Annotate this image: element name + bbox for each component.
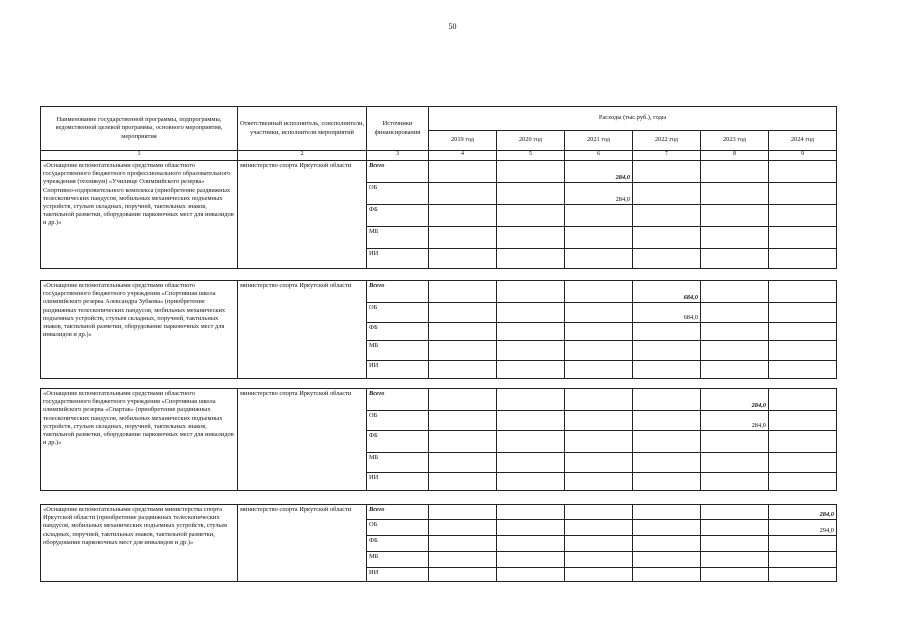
expense-cell [429,431,497,453]
expense-cell [701,227,769,249]
expense-cell [497,505,565,520]
expense-cell [701,323,769,341]
expense-cell [565,431,633,453]
expense-cell [633,389,701,411]
expense-cell [565,536,633,552]
header-responsible: Ответственный исполнитель, соисполнители, участники, исполнители мероприятий [238,107,367,151]
expense-cell [769,453,837,473]
expense-cell [701,473,769,491]
table-row [41,281,837,303]
expense-cell [497,249,565,269]
expense-cell [701,183,769,205]
expense-cell [701,552,769,568]
expense-cell [565,568,633,582]
expense-cell [497,520,565,536]
funding-source: МБ [367,341,429,361]
expense-cell [497,323,565,341]
expense-cell: 284,0 [701,411,769,431]
expense-cell [633,568,701,582]
expense-cell [633,411,701,431]
expense-cell [429,205,497,227]
expense-cell [429,323,497,341]
expense-cell [565,473,633,491]
expense-cell: 684,0 [633,303,701,323]
expense-cell [429,341,497,361]
expense-cell [769,323,837,341]
expense-cell [565,361,633,379]
measure-name: «Оснащение вспомогательными средствами областного государственного бюджетного учреждения «Спортивная школа олимпийского резерва «Спартак» (приобретение раздвижных телескопических пандусов, мобильных механических подъемных устройств, стульев складных, поручней, тактильных знаков, тактильной разметки, оборудование парковочных мест для инвалидов и др.)» [41,389,238,491]
funding-source: ИИ [367,249,429,269]
funding-source: ФБ [367,323,429,341]
expense-cell [769,473,837,491]
expense-cell [769,431,837,453]
expense-cell [633,473,701,491]
funding-source: ОБ [367,520,429,536]
expense-cell [701,568,769,582]
expense-cell [701,205,769,227]
expense-cell [429,361,497,379]
expense-cell [769,411,837,431]
funding-source: ИИ [367,568,429,582]
expense-cell [565,249,633,269]
expense-cell [497,361,565,379]
expense-cell [701,505,769,520]
expense-cell [429,389,497,411]
column-number: 9 [769,151,837,161]
expense-cell [429,303,497,323]
expense-cell [497,568,565,582]
expense-cell [497,473,565,491]
expense-cell: 684,0 [633,281,701,303]
expense-cell [769,161,837,183]
expense-cell [701,520,769,536]
expense-cell [565,389,633,411]
expense-cell [565,227,633,249]
column-number: 4 [429,151,497,161]
expense-cell [701,161,769,183]
expense-cell [769,227,837,249]
expense-cell [565,552,633,568]
expense-cell [701,431,769,453]
expense-cell [429,520,497,536]
header-year: 2023 год [701,131,769,151]
table-row [41,161,837,183]
expense-cell [769,183,837,205]
expense-cell [633,323,701,341]
expense-cell [497,303,565,323]
responsible-executor: министерство спорта Иркутской области [238,505,367,582]
expense-cell [497,205,565,227]
expense-cell [429,281,497,303]
expense-cell [497,161,565,183]
expense-cell [633,161,701,183]
expense-cell [633,552,701,568]
expenses-table [40,106,837,582]
expense-cell: 284,0 [769,505,837,520]
expense-cell [769,568,837,582]
expense-cell [497,536,565,552]
measure-name: «Оснащение вспомогательными средствами областного государственного бюджетного профессионального образовательного учреждения (техникум) «Училище Олимпийского резерва» Спортивно-оздоровительного комплекса (приобретение раздвижных телескопических пандусов, мобильных механических подъемных устройств, стульев складных, поручней, тактильных знаков, тактильной разметки, оборудование парковочных мест для инвалидов и др.)» [41,161,238,269]
expense-cell [429,411,497,431]
column-number: 7 [633,151,701,161]
expense-cell [429,161,497,183]
expense-cell [701,249,769,269]
expense-cell [565,341,633,361]
funding-source: МБ [367,453,429,473]
expense-cell [701,361,769,379]
expense-cell [769,389,837,411]
expense-cell [565,453,633,473]
expense-cell [769,281,837,303]
funding-source: ОБ [367,183,429,205]
expense-cell [565,281,633,303]
spacer-row [41,491,837,505]
expense-cell [429,183,497,205]
expense-cell [633,183,701,205]
table-row [41,505,837,520]
expense-cell [497,552,565,568]
column-number: 3 [367,151,429,161]
expense-cell [497,389,565,411]
funding-source: Всего [367,505,429,520]
header-year: 2024 год [769,131,837,151]
spacer-cell [41,491,837,505]
expense-cell [769,552,837,568]
funding-source: ИИ [367,361,429,379]
expense-cell [701,303,769,323]
funding-source: ИИ [367,473,429,491]
expense-cell: 294,0 [769,520,837,536]
expense-cell [633,341,701,361]
expense-cell [429,453,497,473]
header-year: 2021 год [565,131,633,151]
expense-cell [633,361,701,379]
funding-source: ФБ [367,431,429,453]
funding-source: МБ [367,227,429,249]
header-year: 2019 год [429,131,497,151]
responsible-executor: министерство спорта Иркутской области [238,389,367,491]
funding-source: ОБ [367,411,429,431]
expense-cell [565,323,633,341]
expense-cell [497,453,565,473]
expense-cell [565,205,633,227]
table-row [41,389,837,411]
expense-cell [429,249,497,269]
measure-name: «Оснащение вспомогательными средствами министерства спорта Иркутской области (приобретение раздвижных телескопических пандусов, мобильных механических подъемных устройств, стульев складных, поручней, тактильных знаков, тактильной разметки, оборудование парковочных мест для инвалидов и др.)» [41,505,238,582]
expense-cell [497,183,565,205]
expense-cell [633,249,701,269]
expense-cell [633,505,701,520]
expense-cell [633,453,701,473]
expense-cell: 284,0 [565,183,633,205]
column-number: 5 [497,151,565,161]
spacer-row [41,269,837,281]
expense-cell [769,303,837,323]
expense-cell [565,303,633,323]
expense-cell: 284,0 [565,161,633,183]
funding-source: ФБ [367,536,429,552]
page-number: 50 [448,22,457,31]
spacer-row [41,379,837,389]
spacer-cell [41,379,837,389]
header-expenses: Расходы (тыс.руб.), годы [429,107,837,131]
expense-cell [429,505,497,520]
column-number: 8 [701,151,769,161]
expense-cell [429,552,497,568]
expense-cell [769,249,837,269]
funding-source: Всего [367,389,429,411]
funding-source: МБ [367,552,429,568]
expense-cell [769,361,837,379]
header-year: 2022 год [633,131,701,151]
column-number: 1 [41,151,238,161]
expense-cell [701,281,769,303]
expense-cell: 284,0 [701,389,769,411]
header-year: 2020 год [497,131,565,151]
expense-cell [429,227,497,249]
expense-cell [429,473,497,491]
expense-cell [565,520,633,536]
expense-cell [429,568,497,582]
column-number: 6 [565,151,633,161]
responsible-executor: министерство спорта Иркутской области [238,161,367,269]
expense-cell [497,281,565,303]
header-sources: Источники финансирования [367,107,429,151]
spacer-cell [41,269,837,281]
expense-cell [429,536,497,552]
column-number: 2 [238,151,367,161]
header-name: Наименование государственной программы, подпрограммы, ведомственной целевой программы, основного мероприятия, мероприятия [41,107,238,151]
expense-cell [769,205,837,227]
expense-cell [769,536,837,552]
expense-cell [497,411,565,431]
responsible-executor: министерство спорта Иркутской области [238,281,367,379]
expense-cell [701,453,769,473]
expense-cell [497,431,565,453]
expense-cell [701,341,769,361]
expense-cell [633,205,701,227]
funding-source: ОБ [367,303,429,323]
expense-cell [769,341,837,361]
expense-cell [701,536,769,552]
expense-cell [497,341,565,361]
measure-name: «Оснащение вспомогательными средствами областного государственного бюджетного учреждения «Спортивная школа олимпийского резерва Александра Зубкова» (приобретение раздвижных телескопических пандусов, мобильных механических подъемных устройств, стульев складных, поручней, тактильных знаков, тактильной разметки, оборудование парковочных мест для инвалидов и др.)» [41,281,238,379]
funding-source: ФБ [367,205,429,227]
expense-cell [565,411,633,431]
column-numbers-row [41,151,837,161]
expense-cell [633,431,701,453]
funding-source: Всего [367,281,429,303]
expense-cell [565,505,633,520]
table-body [41,161,837,582]
expense-cell [497,227,565,249]
table-header [41,107,837,161]
expense-cell [633,520,701,536]
funding-source: Всего [367,161,429,183]
expense-cell [633,536,701,552]
expense-cell [633,227,701,249]
